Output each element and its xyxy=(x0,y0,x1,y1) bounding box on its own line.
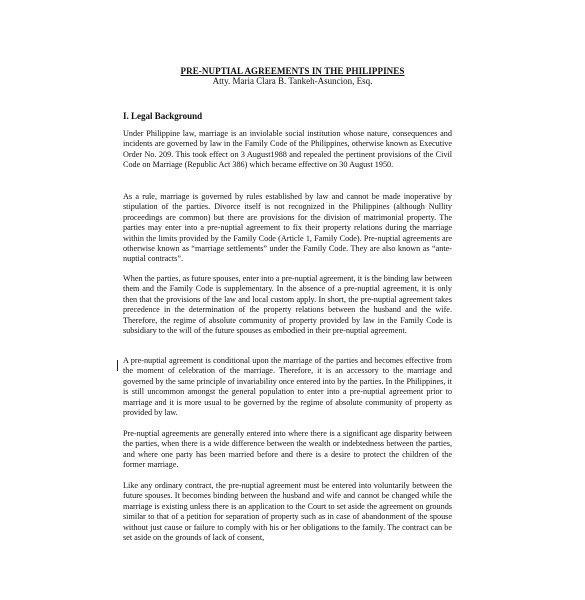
paragraph-1: Under Philippine law, marriage is an inviolable social institution whose nature, consequences and incidents are governed by law in the Family Code of the Philippines, otherwise known as Executive Order No. 209. This took effect on 3 August1988 and repealed the pertinent provisions of the Civil Code on Marriage (Republic Act 386) which became effective on 30 August 1950. xyxy=(123,129,452,170)
paragraph-4: A pre-nuptial agreement is conditional upon the marriage of the parties and becomes effective from the moment of celebration of the marriage. Therefore, it is an accessory to the marriage and governed by the same principle of invariability once entered into by the parties. In the Philippines, it is still uncommon amongst the general population to enter into a pre-nuptial agreement prior to marriage and it is more usual to be governed by the regime of absolute community of property as provided by law. xyxy=(123,356,452,418)
document-author: Atty. Maria Clara B. Tankeh-Asuncion, Esq. xyxy=(212,76,373,86)
paragraph-6: Like any ordinary contract, the pre-nuptial agreement must be entered into voluntarily between the future spouses. It becomes binding between the husband and wife and cannot be changed while the marriage is existing unless there is an application to the Court to set aside the agreement on grounds similar to that of a petition for separation of property such as in case of abandonment of the spouse without just cause or failure to comply with his or her obligations to the family. The contract can be set aside on the grounds of lack of consent, xyxy=(123,481,452,543)
text-cursor xyxy=(117,360,118,371)
paragraph-5: Pre-nuptial agreements are generally entered into where there is a significant age disparity between the parties, when there is a wide difference between the wealth or indebtedness between the parties, and where one party has been married before and there is a desire to protect the children of the former marriage. xyxy=(123,429,452,470)
section-heading: I. Legal Background xyxy=(123,111,203,121)
paragraph-2: As a rule, marriage is governed by rules established by law and cannot be made inoperative by stipulation of the parties. Divorce itself is not recognized in the Philippines (although Nullity proceedings are common) but there are provisions for the division of matrimonial property. The parties may enter into a pre-nuptial agreement to fix their property relations during the marriage within the limits provided by the Family Code (Article 1, Family Code). Pre-nuptial agreements are otherwise known as “marriage settlements” under the Family Code. They are also known as “ante-nuptial contracts”. xyxy=(123,192,452,264)
document-title: PRE-NUPTIAL AGREEMENTS IN THE PHILIPPINES xyxy=(180,66,405,76)
paragraph-3: When the parties, as future spouses, enter into a pre-nuptial agreement, it is the binding law between them and the Family Code is supplementary. In the absence of a pre-nuptial agreement, it is only then that the provisions of the law and local custom apply. In short, the pre-nuptial agreement takes precedence in the determination of the property relations between the husband and the wife. Therefore, the regime of absolute community of property provided by law in the Family Code is subsidiary to the will of the future spouses as embodied in their pre-nuptial agreement. xyxy=(123,274,452,336)
